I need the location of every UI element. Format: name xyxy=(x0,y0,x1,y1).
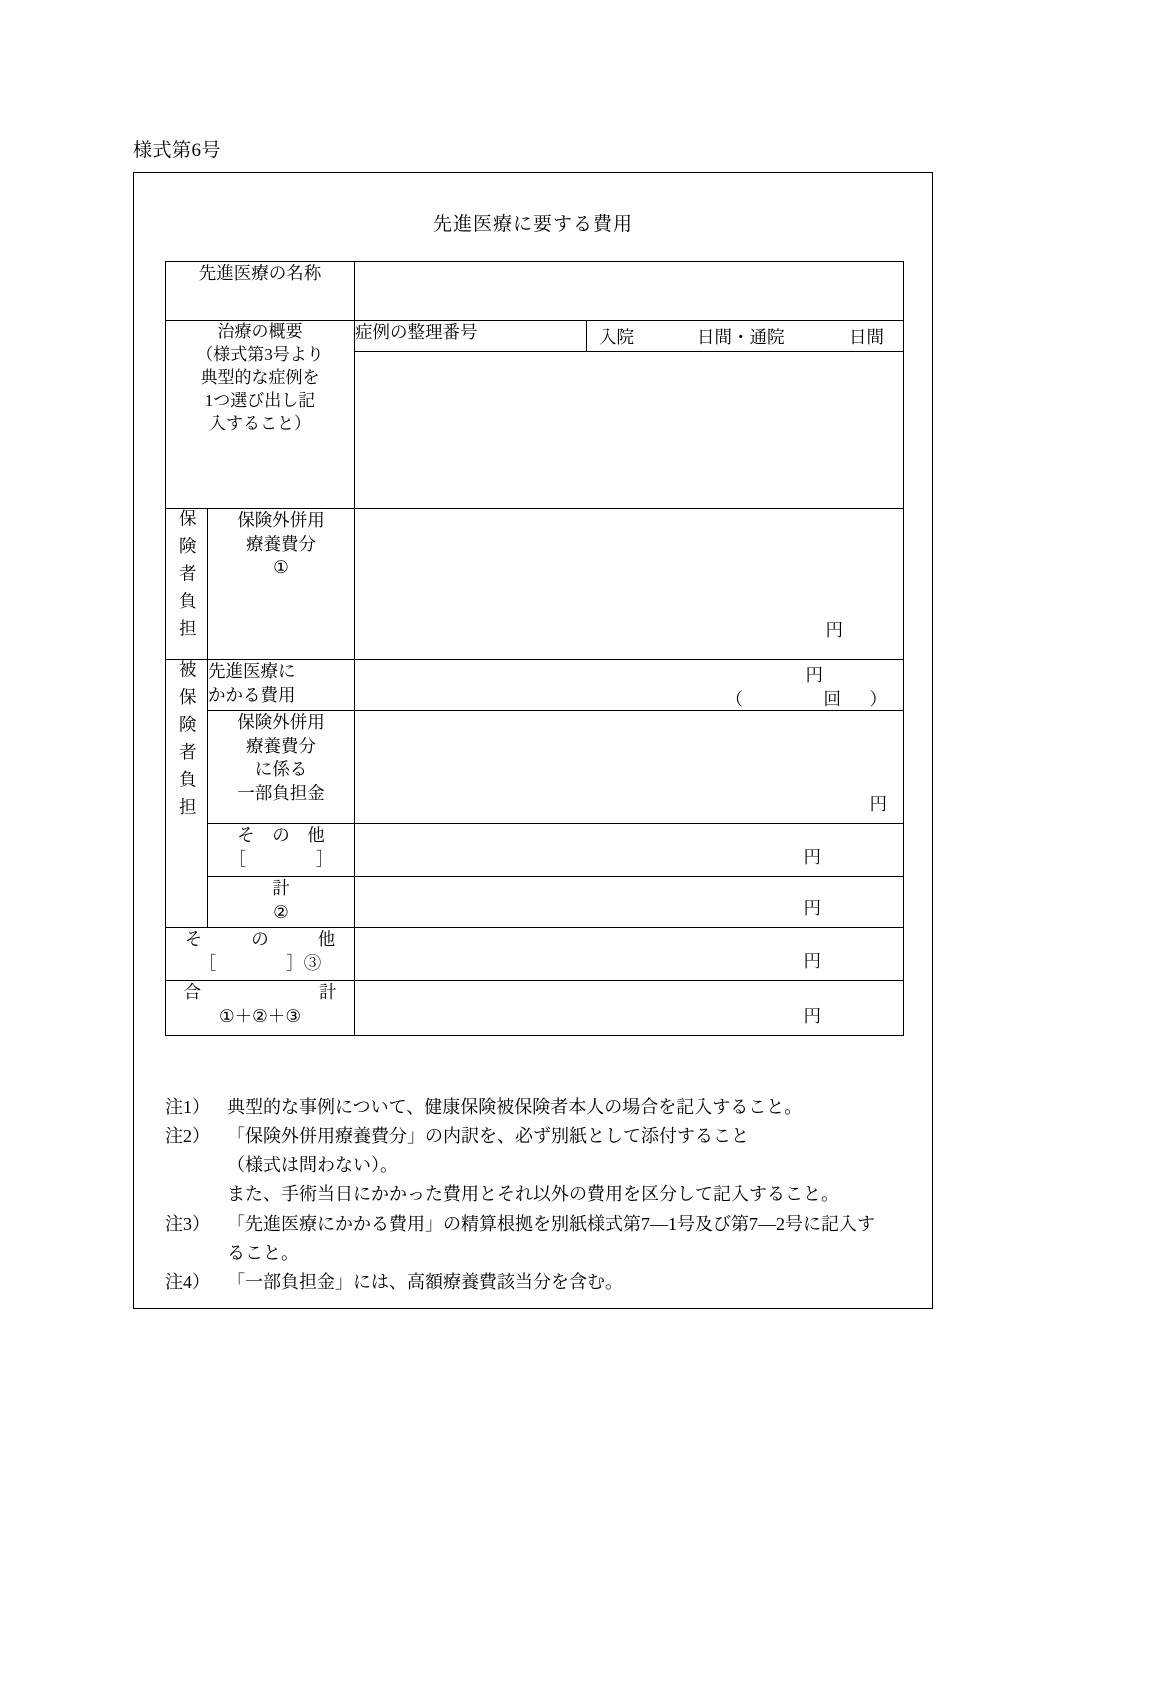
insurer-item-circle-1: ① xyxy=(273,557,289,578)
insured-advanced-cost-line1: 先進医療に xyxy=(208,661,296,681)
other-three-amount-cell[interactable] xyxy=(355,928,904,981)
insured-copayment-line3: に係る xyxy=(254,759,308,780)
table-row-insured-advanced-cost xyxy=(166,660,904,711)
insured-copayment-line1: 保険外併用 xyxy=(237,712,325,732)
note-1-body xyxy=(227,1093,915,1122)
insurer-item-line1: 保険外併用 xyxy=(237,510,325,530)
form-outer-frame xyxy=(133,172,933,1309)
insured-count-unit: 回 xyxy=(823,689,841,709)
table-row-grand-total xyxy=(166,981,904,1036)
insured-other-line1: そ の 他 xyxy=(237,825,325,845)
insurer-amount-cell[interactable] xyxy=(355,509,904,660)
note-3-line-1: 「先進医療にかかる費用」の精算根拠を別紙様式第7―1号及び第7―2号に記入す xyxy=(227,1213,875,1234)
insurer-item-label xyxy=(208,509,355,660)
treatment-name-value[interactable] xyxy=(355,262,904,321)
insurer-amount-unit: 円 xyxy=(825,620,843,641)
notes-section xyxy=(165,1093,915,1297)
treatment-summary-value[interactable] xyxy=(355,352,904,509)
treatment-summary-label xyxy=(166,321,355,509)
other-three-label xyxy=(166,928,355,981)
insured-subtotal-label xyxy=(208,877,355,928)
insured-count-open-paren: （ xyxy=(725,689,743,709)
insured-other-amount-cell[interactable] xyxy=(355,824,904,877)
note-1-line-1: 典型的な事例について、健康保険被保険者本人の場合を記入すること。 xyxy=(227,1097,803,1117)
note-3-tag: 注3） xyxy=(165,1213,210,1234)
insured-other-label xyxy=(208,824,355,877)
insured-subtotal-line1: 計 xyxy=(272,878,290,898)
insurer-item-line2: 療養費分 xyxy=(246,533,316,554)
note-item-1 xyxy=(165,1093,915,1122)
treatment-summary-line2: （様式第3号より xyxy=(196,344,324,364)
insured-burden-vertical-label: 被保険者負担 xyxy=(166,660,208,928)
stay-duration-header xyxy=(587,321,904,352)
admission-label: 入院 xyxy=(599,327,634,347)
insured-other-unit: 円 xyxy=(803,847,821,868)
outpatient-days-unit: 日間 xyxy=(849,327,884,347)
note-4-tag: 注4） xyxy=(165,1271,210,1292)
other-three-unit: 円 xyxy=(803,951,821,972)
note-4-line-1: 「一部負担金」には、高額療養費該当分を含む。 xyxy=(227,1271,623,1292)
insured-copayment-line2: 療養費分 xyxy=(246,735,316,756)
case-number-label: 症例の整理番号 xyxy=(355,321,587,352)
insured-advanced-cost-amount-cell[interactable] xyxy=(355,660,904,711)
form-number: 様式第6号 xyxy=(133,140,222,161)
treatment-summary-line4: 1つ選び出し記 xyxy=(204,390,316,410)
table-row-insured-subtotal xyxy=(166,877,904,928)
note-item-4 xyxy=(165,1268,915,1297)
insured-subtotal-unit: 円 xyxy=(803,898,821,919)
insured-count-close-paren: ） xyxy=(869,689,887,709)
table-row-insured-other xyxy=(166,824,904,877)
table-row-treatment-name xyxy=(166,262,904,321)
grand-total-formula: ①＋②＋③ xyxy=(218,1005,302,1026)
table-row-other-three xyxy=(166,928,904,981)
admission-days-unit: 日間・通院 xyxy=(697,327,785,347)
treatment-name-label: 先進医療の名称 xyxy=(166,262,355,321)
insured-subtotal-amount-cell[interactable] xyxy=(355,877,904,928)
insured-copayment-line4: 一部負担金 xyxy=(237,782,325,803)
treatment-summary-line5: 入すること） xyxy=(209,413,311,433)
note-2-tag: 注2） xyxy=(165,1126,210,1147)
note-2-line-1: 「保険外併用療養費分」の内訳を、必ず別紙として添付すること xyxy=(227,1126,749,1147)
insured-advanced-cost-label xyxy=(208,660,355,711)
document-title: 先進医療に要する費用 xyxy=(432,214,633,235)
cost-table xyxy=(165,261,904,1036)
grand-total-unit: 円 xyxy=(803,1006,821,1027)
table-row-case-header xyxy=(166,321,904,352)
note-2-line-2: （様式は問わない）。 xyxy=(227,1155,398,1176)
other-three-bracket[interactable]: ［ ］③ xyxy=(198,952,322,973)
table-row-insured-copayment xyxy=(166,711,904,824)
treatment-summary-line1: 治療の概要 xyxy=(217,322,303,341)
insured-other-bracket[interactable]: ［ ］ xyxy=(228,848,334,869)
grand-total-label xyxy=(166,981,355,1036)
insured-copayment-unit: 円 xyxy=(869,794,887,815)
table-row-insurer-burden xyxy=(166,509,904,660)
treatment-summary-line3: 典型的な症例を xyxy=(200,367,320,387)
note-2-body xyxy=(227,1122,915,1209)
note-item-3 xyxy=(165,1210,915,1268)
other-three-line1: そ の 他 xyxy=(184,929,351,949)
note-3-body xyxy=(227,1210,915,1268)
note-1-tag: 注1） xyxy=(165,1097,210,1117)
grand-total-amount-cell[interactable] xyxy=(355,981,904,1036)
grand-total-line1: 合 計 xyxy=(183,982,347,1002)
insured-advanced-cost-line2: かかる費用 xyxy=(208,684,296,705)
note-4-body xyxy=(227,1268,915,1297)
note-2-line-3: また、手術当日にかかった費用とそれ以外の費用を区分して記入すること。 xyxy=(227,1184,839,1205)
insured-copayment-amount-cell[interactable] xyxy=(355,711,904,824)
insured-copayment-label xyxy=(208,711,355,824)
insurer-burden-vertical-label: 保険者負担 xyxy=(166,509,208,660)
note-item-2 xyxy=(165,1122,915,1209)
insured-subtotal-circle-2: ② xyxy=(273,901,289,922)
insured-advanced-cost-unit: 円 xyxy=(805,665,823,685)
note-3-line-2: ること。 xyxy=(227,1242,299,1263)
